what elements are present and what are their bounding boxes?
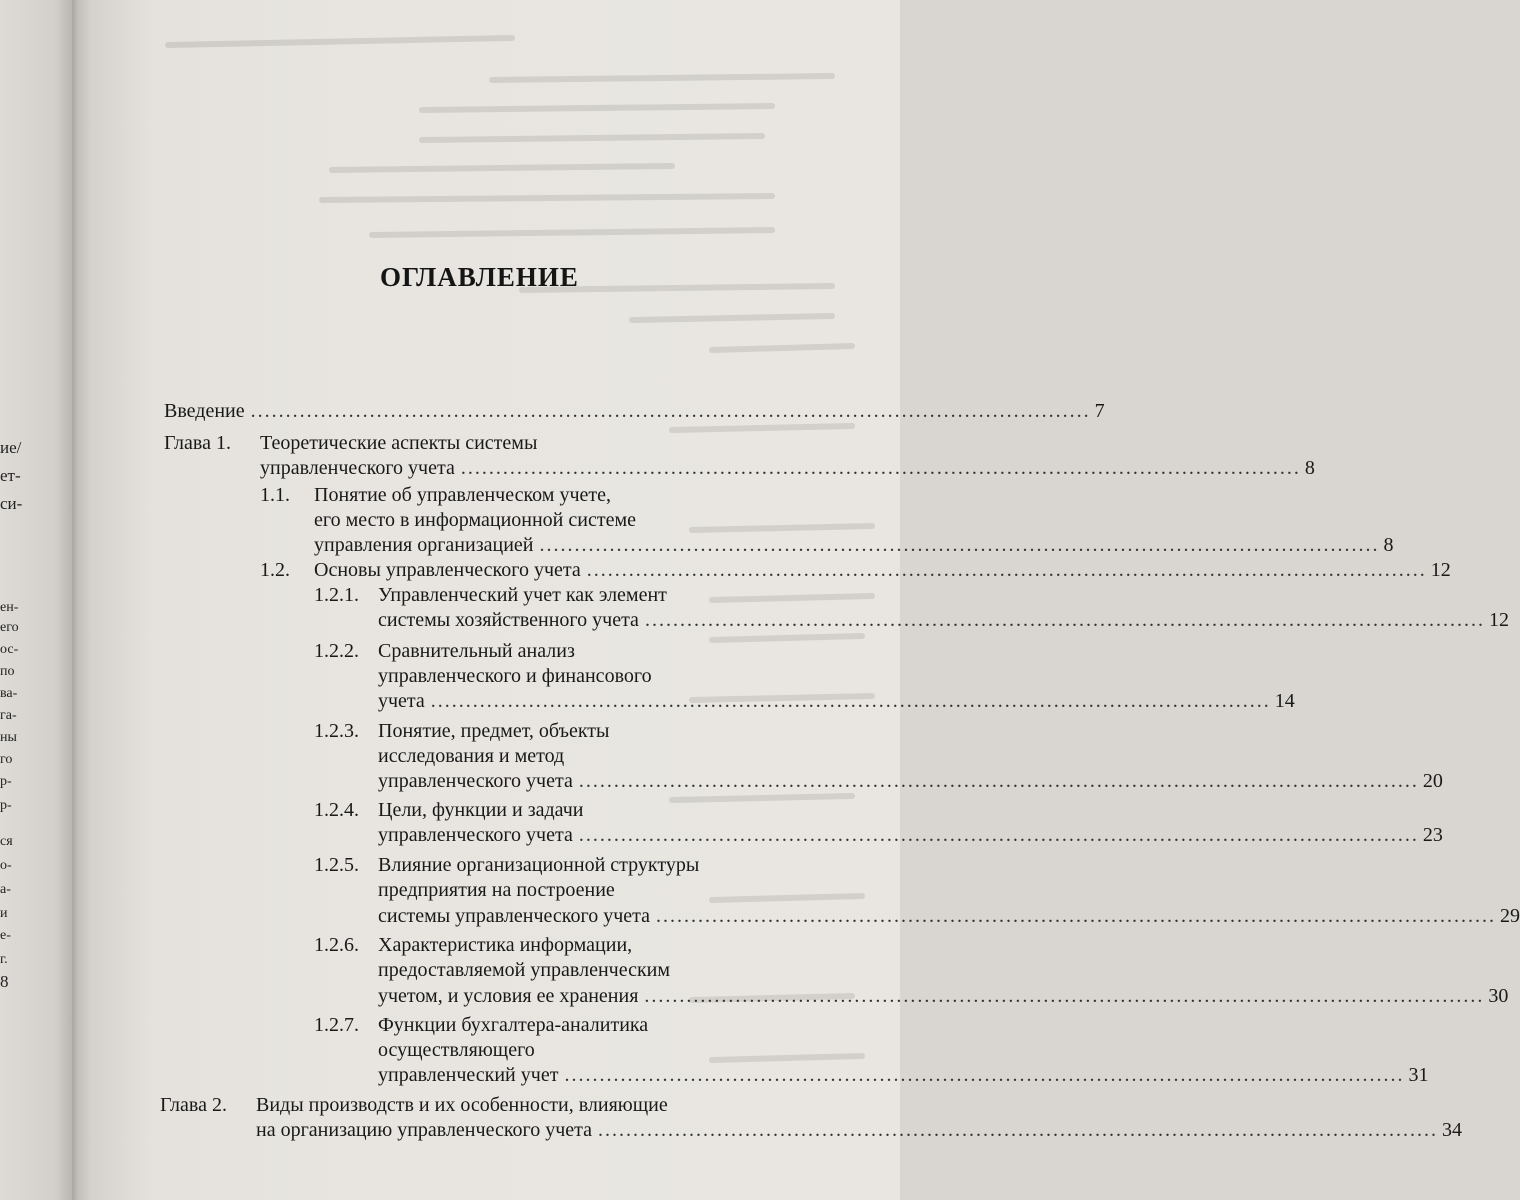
toc-subsection-number: 1.2.7. [314, 1014, 359, 1036]
toc-page-number: 23 [1422, 824, 1443, 846]
left-page-line: его [0, 620, 19, 635]
left-page-line: ие/ [0, 438, 22, 457]
dot-leader: ........................................................................................................................ [539, 534, 1380, 556]
toc-entry-title[interactable]: Сравнительный анализ [378, 640, 575, 662]
book-page [72, 0, 1520, 1200]
toc-entry-title[interactable]: Функции бухгалтера-аналитика [378, 1014, 649, 1036]
toc-entry-title: управленческого учета [378, 770, 573, 792]
toc-entry-title[interactable]: исследования и метод [378, 745, 565, 767]
toc-chapter-number: Глава 2. [160, 1094, 227, 1116]
toc-entry-1-2-5[interactable] [378, 903, 1520, 929]
toc-entry-title: управленческого учета [260, 457, 455, 479]
toc-page-number: 7 [1094, 400, 1105, 422]
dot-leader: ........................................................................................................................ [578, 824, 1419, 846]
left-page-line: г. [0, 952, 8, 967]
toc-page-number: 14 [1274, 690, 1295, 712]
toc-page-number: 30 [1488, 985, 1509, 1007]
left-page-line: ся [0, 834, 13, 849]
toc-entry-title: учета [378, 690, 425, 712]
left-page-line: ос- [0, 642, 19, 657]
left-page-line: ен- [0, 600, 19, 615]
dot-leader: ........................................................................................................................ [598, 1119, 1439, 1141]
toc-entry-1-2-4[interactable] [378, 822, 1443, 848]
toc-entry-title: управления организацией [314, 534, 534, 556]
toc-entry-1-2-7[interactable] [378, 1062, 1429, 1088]
dot-leader: ........................................................................................................................ [586, 559, 1427, 581]
toc-entry-title[interactable]: Теоретические аспекты системы [260, 432, 538, 454]
toc-entry-1-2[interactable] [314, 557, 1451, 583]
toc-page-number: 12 [1430, 559, 1451, 581]
toc-entry-title: Основы управленческого учета [314, 559, 581, 581]
toc-subsection-number: 1.2.2. [314, 640, 359, 662]
toc-heading: ОГЛАВЛЕНИЕ [380, 262, 579, 292]
left-page-line: га- [0, 708, 17, 723]
left-page-line: го [0, 752, 13, 767]
toc-entry-ch1[interactable] [260, 455, 1315, 481]
toc-entry-title: Введение [164, 400, 245, 422]
toc-entry-title[interactable]: его место в информационной системе [314, 509, 636, 531]
toc-entry-title[interactable]: Управленческий учет как элемент [378, 584, 667, 606]
toc-entry-1-2-2[interactable] [378, 688, 1295, 714]
dot-leader: ........................................................................................................................ [656, 905, 1497, 927]
left-page-line: ет- [0, 466, 21, 485]
left-page-line: и [0, 906, 8, 921]
left-page-line: ны [0, 730, 17, 745]
toc-entry-title[interactable]: Цели, функции и задачи [378, 799, 584, 821]
toc-section-number: 1.1. [260, 484, 290, 506]
toc-subsection-number: 1.2.1. [314, 584, 359, 606]
left-page-line: р- [0, 798, 12, 813]
toc-entry-title: учетом, и условия ее хранения [378, 985, 639, 1007]
toc-entry-ch2[interactable] [256, 1117, 1463, 1143]
left-page-line: о- [0, 858, 12, 873]
toc-entry-title[interactable]: предприятия на построение [378, 879, 615, 901]
toc-entry-1-2-3[interactable] [378, 768, 1443, 794]
dot-leader: ........................................................................................................................ [644, 985, 1485, 1007]
toc-entry-title[interactable]: Понятие, предмет, объекты [378, 720, 610, 742]
toc-page-number: 20 [1422, 770, 1443, 792]
toc-entry-1-2-1[interactable] [378, 607, 1509, 633]
toc-page-number: 8 [1304, 457, 1315, 479]
left-page-line: 8 [0, 972, 9, 991]
toc-section-number: 1.2. [260, 559, 290, 581]
toc-entry-title[interactable]: Виды производств и их особенности, влияющие [256, 1094, 668, 1116]
toc-chapter-number: Глава 1. [164, 432, 231, 454]
toc-entry-title: управленческий учет [378, 1064, 559, 1086]
dot-leader: ........................................................................................................................ [644, 609, 1485, 631]
dot-leader: ........................................................................................................................ [250, 400, 1091, 422]
toc-page-number: 29 [1500, 905, 1520, 927]
left-page-line: ва- [0, 686, 18, 701]
left-page-line: е- [0, 928, 11, 943]
toc-entry-title[interactable]: предоставляемой управленческим [378, 959, 671, 981]
toc-page-number: 34 [1442, 1119, 1463, 1141]
toc-subsection-number: 1.2.4. [314, 799, 359, 821]
toc-entry-intro[interactable] [164, 398, 1105, 424]
dot-leader: ........................................................................................................................ [430, 690, 1271, 712]
toc-entry-title[interactable]: Понятие об управленческом учете, [314, 484, 612, 506]
toc-entry-title[interactable]: Характеристика информации, [378, 934, 633, 956]
toc-entry-title: управленческого учета [378, 824, 573, 846]
left-page-line: р- [0, 774, 12, 789]
left-page-line: си- [0, 494, 23, 513]
toc-entry-1-2-6[interactable] [378, 983, 1509, 1009]
dot-leader: ........................................................................................................................ [564, 1064, 1405, 1086]
toc-subsection-number: 1.2.5. [314, 854, 359, 876]
left-page-line: по [0, 664, 15, 679]
toc-entry-title: системы управленческого учета [378, 905, 651, 927]
toc-entry-title[interactable]: осуществляющего [378, 1039, 535, 1061]
toc-page-number: 8 [1383, 534, 1394, 556]
toc-entry-1-1[interactable] [314, 532, 1394, 558]
toc-page-number: 31 [1408, 1064, 1429, 1086]
toc-subsection-number: 1.2.6. [314, 934, 359, 956]
toc-page-number: 12 [1488, 609, 1509, 631]
left-page-line: а- [0, 882, 11, 897]
dot-leader: ........................................................................................................................ [578, 770, 1419, 792]
toc-entry-title: на организацию управленческого учета [256, 1119, 593, 1141]
toc-subsection-number: 1.2.3. [314, 720, 359, 742]
toc-entry-title[interactable]: Влияние организационной структуры [378, 854, 700, 876]
dot-leader: ........................................................................................................................ [460, 457, 1301, 479]
toc-entry-title[interactable]: управленческого и финансового [378, 665, 652, 687]
left-page-edge [0, 0, 72, 1200]
toc-entry-title: системы хозяйственного учета [378, 609, 639, 631]
